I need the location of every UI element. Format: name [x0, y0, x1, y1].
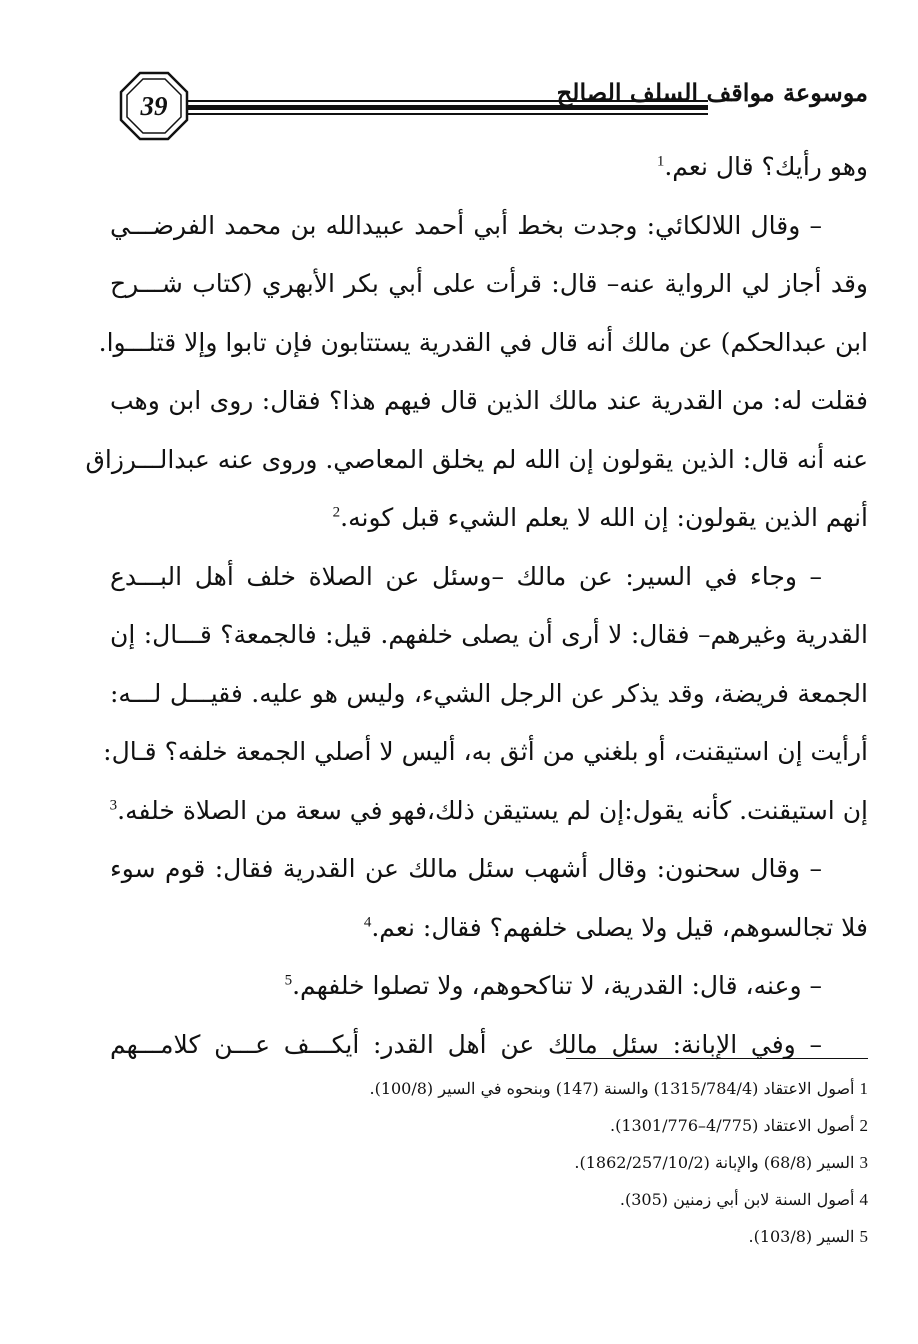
text-line-content: – وقال سحنون: وقال أشهب سئل مالك عن القدرية فقال: قوم سوء	[110, 854, 822, 883]
text-line-content: أنهم الذين يقولون: إن الله لا يعلم الشيء قبل كونه.	[340, 503, 868, 532]
text-line-content: – وعنه، قال: القدرية، لا تناكحوهم، ولا تصلوا خلفهم.	[292, 971, 822, 1000]
text-line	[85, 431, 868, 490]
text-line-content: فقلت له: من القدرية عند مالك الذين قال فيهم هذا؟ فقال: روى ابن وهب	[110, 386, 868, 415]
text-line-content: إن استيقنت. كأنه يقول:إن لم يستيقن ذلك،فهو في سعة من الصلاة خلفه.	[117, 795, 868, 825]
footnote-text: السير (103/8).	[748, 1227, 855, 1246]
text-line	[110, 372, 868, 431]
footnote	[200, 1218, 868, 1255]
footnote-number: 2	[859, 1116, 868, 1135]
footnote-separator	[566, 1058, 868, 1059]
body-text	[85, 138, 868, 1074]
footnote-marker: 4	[363, 914, 372, 931]
text-line	[110, 138, 868, 197]
text-line	[110, 1016, 868, 1075]
book-title: موسوعة مواقف السلف الصالح	[556, 78, 868, 107]
text-line	[110, 782, 868, 841]
page-number: 39	[140, 91, 168, 121]
text-line-content: عنه أنه قال: الذين يقولون إن الله لم يخلق المعاصي. وروى عنه عبدالـــرزاق	[85, 444, 868, 474]
text-line	[110, 840, 868, 899]
footnote-number: 4	[859, 1190, 868, 1209]
footnote-text: أصول السنة لابن أبي زمنين (305).	[619, 1190, 855, 1209]
text-line	[110, 899, 868, 958]
text-line-content: القدرية وغيرهم– فقال: لا أرى أن يصلى خلفهم. قيل: فالجمعة؟ قـــال: إن	[110, 620, 868, 649]
footnote-number: 5	[859, 1227, 868, 1246]
text-line	[110, 606, 868, 665]
footnote-text: أصول الاعتقاد (4/775–1301/776).	[610, 1116, 855, 1135]
footnote	[200, 1107, 868, 1144]
text-line	[103, 723, 868, 782]
text-line	[110, 197, 868, 256]
footnote-marker: 1	[656, 153, 665, 170]
footnotes	[200, 1070, 868, 1255]
text-line	[110, 665, 868, 724]
text-line-content: ابن عبدالحكم) عن مالك أنه قال في القدرية يستتابون فإن تابوا وإلا قتلـــوا.	[98, 327, 868, 357]
text-line-content: – وفي الإبانة: سئل مالك عن أهل القدر: أيكـــف عـــن كلامـــهم	[110, 1029, 822, 1059]
footnote-text: السير (68/8) والإبانة (1862/257/10/2).	[574, 1153, 855, 1172]
footnote-marker: 5	[284, 972, 293, 989]
footnote-marker: 2	[332, 504, 341, 521]
text-line	[98, 314, 868, 373]
footnote	[200, 1070, 868, 1107]
footnote	[200, 1144, 868, 1181]
footnote-number: 1	[859, 1079, 868, 1098]
header-rule	[188, 113, 708, 115]
text-line-content: – وجاء في السير: عن مالك –وسئل عن الصلاة خلف أهل البـــدع	[110, 561, 822, 591]
text-line	[110, 489, 868, 548]
text-line-content: وهو رأيك؟ قال نعم.	[664, 152, 868, 181]
text-line-content: وقد أجاز لي الرواية عنه– قال: قرأت على أبي بكر الأبهري (كتاب شـــرح	[110, 269, 868, 298]
footnote-text: أصول الاعتقاد (1315/784/4) والسنة (147) وبنحوه في السير (100/8).	[369, 1079, 855, 1098]
text-line-content: – وقال اللالكائي: وجدت بخط أبي أحمد عبيدالله بن محمد الفرضـــي	[110, 210, 822, 240]
text-line	[110, 255, 868, 314]
footnote-number: 3	[859, 1153, 868, 1172]
text-line-content: فلا تجالسوهم، قيل ولا يصلى خلفهم؟ فقال: نعم.	[371, 912, 868, 942]
text-line	[110, 548, 868, 607]
text-line	[110, 957, 868, 1016]
text-line-content: الجمعة فريضة، وقد يذكر عن الرجل الشيء، وليس هو عليه. فقيـــل لـــه:	[110, 678, 868, 708]
footnote-marker: 3	[109, 797, 118, 814]
footnote	[200, 1181, 868, 1218]
text-line-content: أرأيت إن استيقنت، أو بلغني من أثق به، أليس لا أصلي الجمعة خلفه؟ قـال:	[103, 737, 868, 766]
